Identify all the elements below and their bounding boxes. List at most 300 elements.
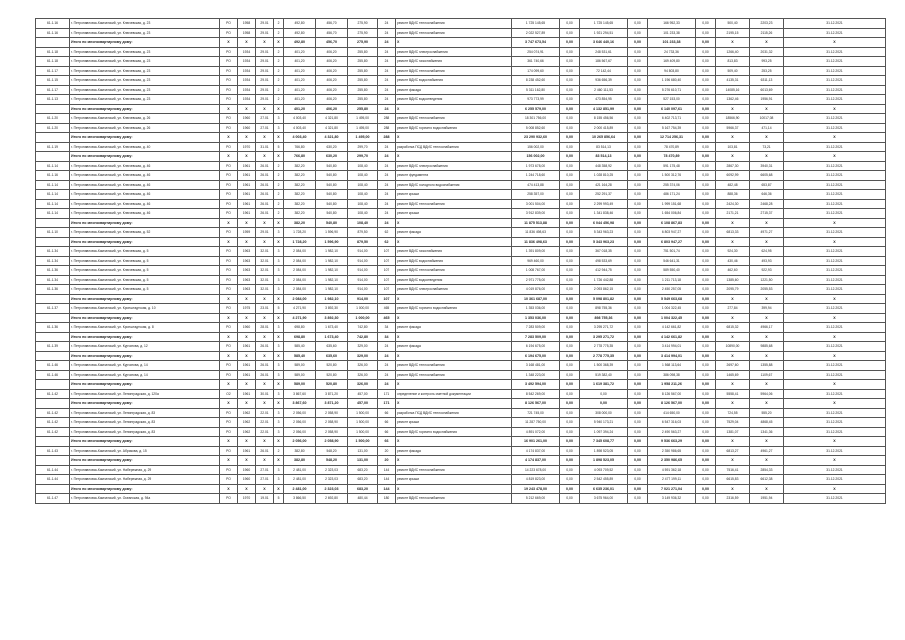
table-cell: Х: [220, 38, 238, 48]
table-cell: 0,00: [628, 342, 648, 352]
table-body: [36, 19, 886, 504]
table-cell: 382,80: [284, 456, 316, 466]
table-cell: 20: [378, 446, 396, 456]
table-cell: Х: [750, 133, 784, 143]
table-cell: 26.01: [256, 361, 274, 371]
table-cell: 29.01: [256, 19, 274, 29]
table-cell: 0,00: [560, 161, 580, 171]
table-cell: [36, 237, 70, 247]
table-cell: 83 514,13: [580, 142, 628, 152]
table-cell: 2 350 986,65: [648, 446, 696, 456]
table-cell: ремонт ВДИС электроснабжения: [396, 161, 512, 171]
table-cell: Х: [238, 484, 256, 494]
table-cell: Х: [256, 332, 274, 342]
table-cell: 31.12.2021: [784, 256, 886, 266]
table-cell: 401,20: [284, 85, 316, 95]
table-cell: 2 299 993,49: [580, 199, 628, 209]
table-cell: Х: [396, 437, 512, 447]
table-cell: 0,00: [696, 237, 716, 247]
table-cell: 2115,26: [750, 28, 784, 38]
table-cell: 0,00: [560, 237, 580, 247]
table-row: [36, 389, 886, 399]
table-cell: 31.12.2021: [784, 161, 886, 171]
table-cell: 29.01: [256, 66, 274, 76]
table-cell: РО: [220, 228, 238, 238]
table-cell: 10 265 856,64: [580, 133, 628, 143]
table-cell: 492,80: [284, 28, 316, 38]
table-cell: 0,00: [580, 389, 628, 399]
table-cell: Х: [274, 351, 284, 361]
table-cell: 1961: [238, 389, 256, 399]
table-cell: 31.12.2021: [784, 389, 886, 399]
table-cell: 0,00: [628, 247, 648, 257]
table-cell: 0,00: [628, 380, 648, 390]
table-cell: 8 155 456,56: [580, 114, 628, 124]
table-cell: 255,80: [348, 47, 378, 57]
table-cell: 275,90: [348, 28, 378, 38]
table-cell: 1 348 223,00: [512, 370, 560, 380]
table-cell: 2 022 527,89: [512, 28, 560, 38]
table-cell: г. Петропавловск-Камчатский, ул. Ключевская, д. 23: [70, 85, 220, 95]
table-cell: 0,00: [628, 361, 648, 371]
table-cell: 1963: [238, 266, 256, 276]
table-cell: 4 174 837,00: [512, 456, 560, 466]
table-cell: 4 003,40: [284, 123, 316, 133]
table-cell: ремонт ВДИС горячего водоснабжения: [396, 123, 512, 133]
table-cell: 3: [274, 370, 284, 380]
table-cell: Х: [716, 380, 750, 390]
table-cell: 0,00: [696, 418, 716, 428]
table-cell: 0,00: [628, 484, 648, 494]
table-cell: 255,80: [348, 95, 378, 105]
table-cell: 1266,40: [716, 47, 750, 57]
table-cell: 1 898 523,05: [580, 446, 628, 456]
table-cell: 382,20: [284, 218, 316, 228]
table-cell: Итого по многоквартирному дому:: [70, 380, 220, 390]
table-cell: 22.01: [256, 408, 274, 418]
table-cell: 0,00: [696, 332, 716, 342]
table-cell: Х: [220, 332, 238, 342]
table-cell: 3 871,20: [316, 389, 348, 399]
table-cell: 156 002,00: [512, 152, 560, 162]
table-cell: О2: [220, 389, 238, 399]
table-cell: 2316,59: [716, 494, 750, 504]
table-cell: 31.12.2021: [784, 342, 886, 352]
table-cell: 3: [274, 285, 284, 295]
table-cell: 61.1.17: [36, 85, 70, 95]
table-cell: 1 500,00: [348, 427, 378, 437]
table-cell: 0,00: [696, 408, 716, 418]
table-cell: 0,00: [628, 266, 648, 276]
table-cell: 29.01: [256, 47, 274, 57]
table-cell: 4 819 823,00: [512, 475, 560, 485]
table-cell: 61.1.39: [36, 342, 70, 352]
table-cell: 24: [378, 209, 396, 219]
table-cell: 548,20: [316, 446, 348, 456]
table-cell: Х: [256, 380, 274, 390]
table-cell: 255,80: [348, 76, 378, 86]
table-cell: 401,20: [284, 104, 316, 114]
table-cell: 31.12.2021: [784, 85, 886, 95]
table-cell: 0,00: [560, 427, 580, 437]
table-cell: [36, 313, 70, 323]
table-cell: 6 547 316,03: [648, 418, 696, 428]
table-cell: Х: [274, 237, 284, 247]
table-cell: 2 058,90: [316, 418, 348, 428]
table-cell: 24: [378, 370, 396, 380]
table-cell: 0,00: [560, 190, 580, 200]
table-cell: 34: [378, 332, 396, 342]
table-cell: 31.12.2021: [784, 180, 886, 190]
table-cell: [36, 104, 70, 114]
table-cell: г. Петропавловск-Камчатский, ул. Ключевская, д. 23: [70, 76, 220, 86]
table-cell: 382,20: [284, 180, 316, 190]
table-cell: 482,48: [716, 180, 750, 190]
table-cell: 61.1.42: [36, 408, 70, 418]
table-cell: 255,80: [348, 57, 378, 67]
table-cell: 1 004 322,45: [648, 304, 696, 314]
table-cell: 0,00: [696, 294, 716, 304]
table-cell: 9 536 663,29: [648, 437, 696, 447]
table-cell: 0,00: [628, 304, 648, 314]
table-cell: 0,00: [560, 408, 580, 418]
table-cell: 5 343 963,23: [580, 237, 628, 247]
table-cell: ремонт фасада: [396, 85, 512, 95]
table-cell: 11 287 750,00: [512, 418, 560, 428]
table-cell: Х: [238, 399, 256, 409]
total-row: [36, 294, 886, 304]
table-cell: 2: [274, 190, 284, 200]
table-cell: 540,80: [316, 161, 348, 171]
table-cell: 430,46: [716, 256, 750, 266]
table-cell: 0,00: [696, 47, 716, 57]
table-cell: Х: [274, 456, 284, 466]
table-cell: 751 501,74: [648, 247, 696, 257]
table-cell: г. Петропавловск-Камчатский, ул. Ключевская, д. 46: [70, 190, 220, 200]
table-cell: Х: [716, 484, 750, 494]
table-cell: Х: [750, 456, 784, 466]
table-cell: 1934: [238, 76, 256, 86]
table-cell: 0,00: [628, 228, 648, 238]
table-cell: 2 084,00: [284, 256, 316, 266]
table-cell: Х: [238, 313, 256, 323]
table-cell: 2 778 775,35: [580, 342, 628, 352]
table-cell: 520,80: [316, 370, 348, 380]
table-cell: 3 168 481,00: [512, 361, 560, 371]
table-cell: Х: [396, 237, 512, 247]
table-cell: 0,00: [560, 494, 580, 504]
table-cell: 6 255 579,00: [512, 104, 560, 114]
table-cell: 0,00: [696, 475, 716, 485]
table-cell: 0,00: [560, 446, 580, 456]
table-cell: 4 321,80: [316, 123, 348, 133]
table-cell: 3: [274, 123, 284, 133]
table-cell: 0,00: [560, 294, 580, 304]
table-cell: 61.1.42: [36, 427, 70, 437]
table-cell: Х: [784, 332, 886, 342]
table-cell: Х: [220, 294, 238, 304]
table-cell: 24: [378, 19, 396, 29]
table-cell: 0,00: [628, 199, 648, 209]
table-cell: Х: [220, 313, 238, 323]
table-cell: 406,20: [316, 57, 348, 67]
table-cell: 1 725 145,65: [512, 19, 560, 29]
table-cell: 108,40: [348, 199, 378, 209]
table-cell: 2867,30: [716, 161, 750, 171]
table-cell: 144: [378, 475, 396, 485]
table-cell: 1970: [238, 494, 256, 504]
table-cell: 299,70: [348, 142, 378, 152]
table-cell: РО: [220, 85, 238, 95]
table-row: [36, 465, 886, 475]
table-cell: Х: [784, 456, 886, 466]
table-cell: 1961: [238, 370, 256, 380]
table-cell: ремонт ВДИС водоотведения: [396, 275, 512, 285]
table-cell: 406,20: [316, 85, 348, 95]
table-cell: 0,00: [560, 332, 580, 342]
table-cell: 31.12.2021: [784, 28, 886, 38]
table-cell: 2 058,90: [316, 408, 348, 418]
table-cell: 3 295 271,72: [580, 323, 628, 333]
table-cell: 0,00: [560, 199, 580, 209]
table-cell: 6092,99: [716, 171, 750, 181]
table-cell: 0,00: [560, 28, 580, 38]
table-cell: 10017,08: [750, 114, 784, 124]
table-cell: 174 099,60: [512, 66, 560, 76]
table-cell: 0,00: [628, 465, 648, 475]
table-cell: 24: [378, 57, 396, 67]
table-cell: 248 531,61: [580, 47, 628, 57]
table-cell: 3 675 964,00: [580, 494, 628, 504]
table-cell: Х: [784, 351, 886, 361]
table-cell: РО: [220, 180, 238, 190]
table-cell: 0,00: [696, 19, 716, 29]
table-cell: 1 495,00: [348, 114, 378, 124]
table-cell: 406,20: [316, 47, 348, 57]
table-cell: Х: [750, 104, 784, 114]
table-cell: 5558,41: [716, 389, 750, 399]
table-cell: 8 126 567,00: [512, 399, 560, 409]
table-cell: Х: [238, 218, 256, 228]
table-cell: 2 000 415,89: [580, 123, 628, 133]
table-cell: 0,00: [628, 323, 648, 333]
table-cell: 1465,69: [716, 370, 750, 380]
table-cell: 31.12.2021: [784, 247, 886, 257]
table-cell: 19 243 478,00: [512, 484, 560, 494]
table-cell: Х: [274, 133, 284, 143]
table-cell: Х: [256, 104, 274, 114]
table-cell: РО: [220, 323, 238, 333]
table-cell: 24: [378, 142, 396, 152]
table-cell: 26.01: [256, 446, 274, 456]
table-cell: ремонт ВДИС водоотведения: [396, 95, 512, 105]
table-cell: 26.01: [256, 161, 274, 171]
table-cell: РО: [220, 123, 238, 133]
table-cell: 399,94: [750, 304, 784, 314]
table-cell: 61.1.18: [36, 47, 70, 57]
table-cell: 721 745,00: [512, 408, 560, 418]
table-cell: ремонт ВДИС теплоснабжения: [396, 465, 512, 475]
table-cell: 24: [378, 38, 396, 48]
table-cell: 107: [378, 294, 396, 304]
table-cell: Х: [396, 38, 512, 48]
table-cell: [36, 294, 70, 304]
table-cell: 2: [274, 180, 284, 190]
table-cell: Итого по многоквартирному дому:: [70, 456, 220, 466]
table-cell: 0,00: [628, 133, 648, 143]
table-cell: Х: [238, 332, 256, 342]
table-cell: 1385,60: [716, 275, 750, 285]
table-cell: РО: [220, 247, 238, 257]
table-cell: 255,80: [348, 104, 378, 114]
table-cell: 2697,60: [716, 361, 750, 371]
table-cell: 4 019 876,00: [512, 285, 560, 295]
table-cell: 0,00: [560, 389, 580, 399]
table-cell: 914,00: [348, 256, 378, 266]
table-cell: 1934: [238, 47, 256, 57]
table-cell: 31.12.2021: [784, 76, 886, 86]
table-cell: 0,00: [560, 247, 580, 257]
table-cell: ремонт ВДИС водоснабжения: [396, 76, 512, 86]
table-cell: 255 374,06: [648, 180, 696, 190]
table-cell: 683,20: [348, 484, 378, 494]
table-cell: 0,00: [696, 266, 716, 276]
table-cell: 414 650,00: [648, 408, 696, 418]
table-cell: 0,00: [696, 437, 716, 447]
table-cell: 635,60: [316, 351, 348, 361]
table-cell: 0,00: [560, 123, 580, 133]
table-cell: 26.01: [256, 209, 274, 219]
table-cell: г. Петропавловск-Камчатский, ул. Набережная, д. 29: [70, 465, 220, 475]
total-row: [36, 380, 886, 390]
table-cell: 1 244 718,60: [512, 171, 560, 181]
table-cell: разработка ПСД ВДИС теплоснабжения: [396, 408, 512, 418]
table-cell: 30.01: [256, 389, 274, 399]
table-cell: Х: [220, 399, 238, 409]
total-row: [36, 332, 886, 342]
table-cell: Итого по многоквартирному дому:: [70, 484, 220, 494]
table-cell: 3: [274, 361, 284, 371]
table-cell: 180: [378, 494, 396, 504]
table-cell: 1956,91: [750, 95, 784, 105]
table-cell: 61.1.43: [36, 446, 70, 456]
table-cell: 277,84: [716, 304, 750, 314]
table-cell: 0,00: [628, 47, 648, 57]
table-cell: РО: [220, 57, 238, 67]
table-cell: ремонт ВДИС теплоснабжения: [396, 361, 512, 371]
table-cell: 382,20: [284, 161, 316, 171]
table-cell: 22.01: [256, 427, 274, 437]
table-cell: Х: [784, 152, 886, 162]
table-cell: Х: [274, 437, 284, 447]
table-cell: 6815,32: [716, 323, 750, 333]
table-cell: Х: [220, 133, 238, 143]
table-cell: Х: [716, 456, 750, 466]
table-cell: 2 084,00: [284, 247, 316, 257]
table-row: [36, 209, 886, 219]
table-cell: 540,80: [316, 218, 348, 228]
table-cell: 0,00: [560, 399, 580, 409]
table-cell: 361 740,66: [512, 57, 560, 67]
table-row: [36, 323, 886, 333]
table-cell: 2 323,03: [316, 475, 348, 485]
table-cell: 0,00: [560, 370, 580, 380]
table-cell: 1961: [238, 199, 256, 209]
table-cell: 24: [378, 351, 396, 361]
table-cell: 898 755,36: [580, 313, 628, 323]
table-cell: 24: [378, 95, 396, 105]
table-cell: 742,80: [348, 323, 378, 333]
table-cell: 24: [378, 152, 396, 162]
table-cell: 0,00: [560, 465, 580, 475]
table-cell: 62: [378, 228, 396, 238]
table-cell: 0,00: [560, 218, 580, 228]
table-cell: 2: [274, 446, 284, 456]
table-cell: 1 500 312,76: [648, 171, 696, 181]
table-cell: 11 836 498,63: [512, 237, 560, 247]
table-cell: 2: [274, 85, 284, 95]
table-cell: 1 728,20: [284, 237, 316, 247]
table-cell: определение и контроль сметной документации: [396, 389, 512, 399]
table-cell: 2 084,00: [284, 266, 316, 276]
table-cell: 24: [378, 76, 396, 86]
table-cell: 1 211 713,18: [648, 275, 696, 285]
table-cell: 299,70: [348, 152, 378, 162]
table-cell: 2: [274, 76, 284, 86]
table-cell: 2854,33: [750, 465, 784, 475]
table-cell: 3: [274, 408, 284, 418]
table-cell: 107: [378, 256, 396, 266]
table-row: [36, 475, 886, 485]
table-cell: Х: [784, 380, 886, 390]
table-cell: 0,00: [628, 95, 648, 105]
table-cell: Х: [716, 437, 750, 447]
table-cell: ремонт крыши: [396, 418, 512, 428]
table-cell: 131,00: [348, 446, 378, 456]
table-cell: 2 477 199,11: [648, 475, 696, 485]
table-cell: РО: [220, 427, 238, 437]
table-cell: ремонт ВДИС теплоснабжения: [396, 114, 512, 124]
table-cell: 4961,27: [750, 446, 784, 456]
table-cell: 1 921 294,51: [580, 28, 628, 38]
table-row: [36, 228, 886, 238]
table-cell: 1963: [238, 256, 256, 266]
table-cell: Х: [256, 313, 274, 323]
table-cell: 31.12.2021: [784, 114, 886, 124]
table-cell: 27.01: [256, 465, 274, 475]
table-cell: 0,00: [628, 446, 648, 456]
table-cell: 1960: [238, 465, 256, 475]
table-cell: 1 000,00: [348, 313, 378, 323]
table-cell: 3 871,20: [316, 399, 348, 409]
table-cell: 31.12.2021: [784, 209, 886, 219]
table-cell: 31.12.2021: [784, 465, 886, 475]
table-cell: 329,00: [348, 342, 378, 352]
total-row: [36, 437, 886, 447]
table-cell: Х: [750, 332, 784, 342]
table-cell: Х: [274, 399, 284, 409]
table-cell: 31.12.2021: [784, 19, 886, 29]
table-cell: 1 982,10: [316, 266, 348, 276]
table-cell: Х: [274, 218, 284, 228]
table-cell: Итого по многоквартирному дому:: [70, 104, 220, 114]
table-cell: 6 194 675,00: [512, 342, 560, 352]
table-cell: 1 973 678,00: [512, 161, 560, 171]
table-cell: 108,40: [348, 171, 378, 181]
table-cell: 0,00: [628, 28, 648, 38]
table-cell: г. Петропавловск-Камчатский, ул. Ключевская, д. 5: [70, 285, 220, 295]
table-cell: Итого по многоквартирному дому:: [70, 313, 220, 323]
